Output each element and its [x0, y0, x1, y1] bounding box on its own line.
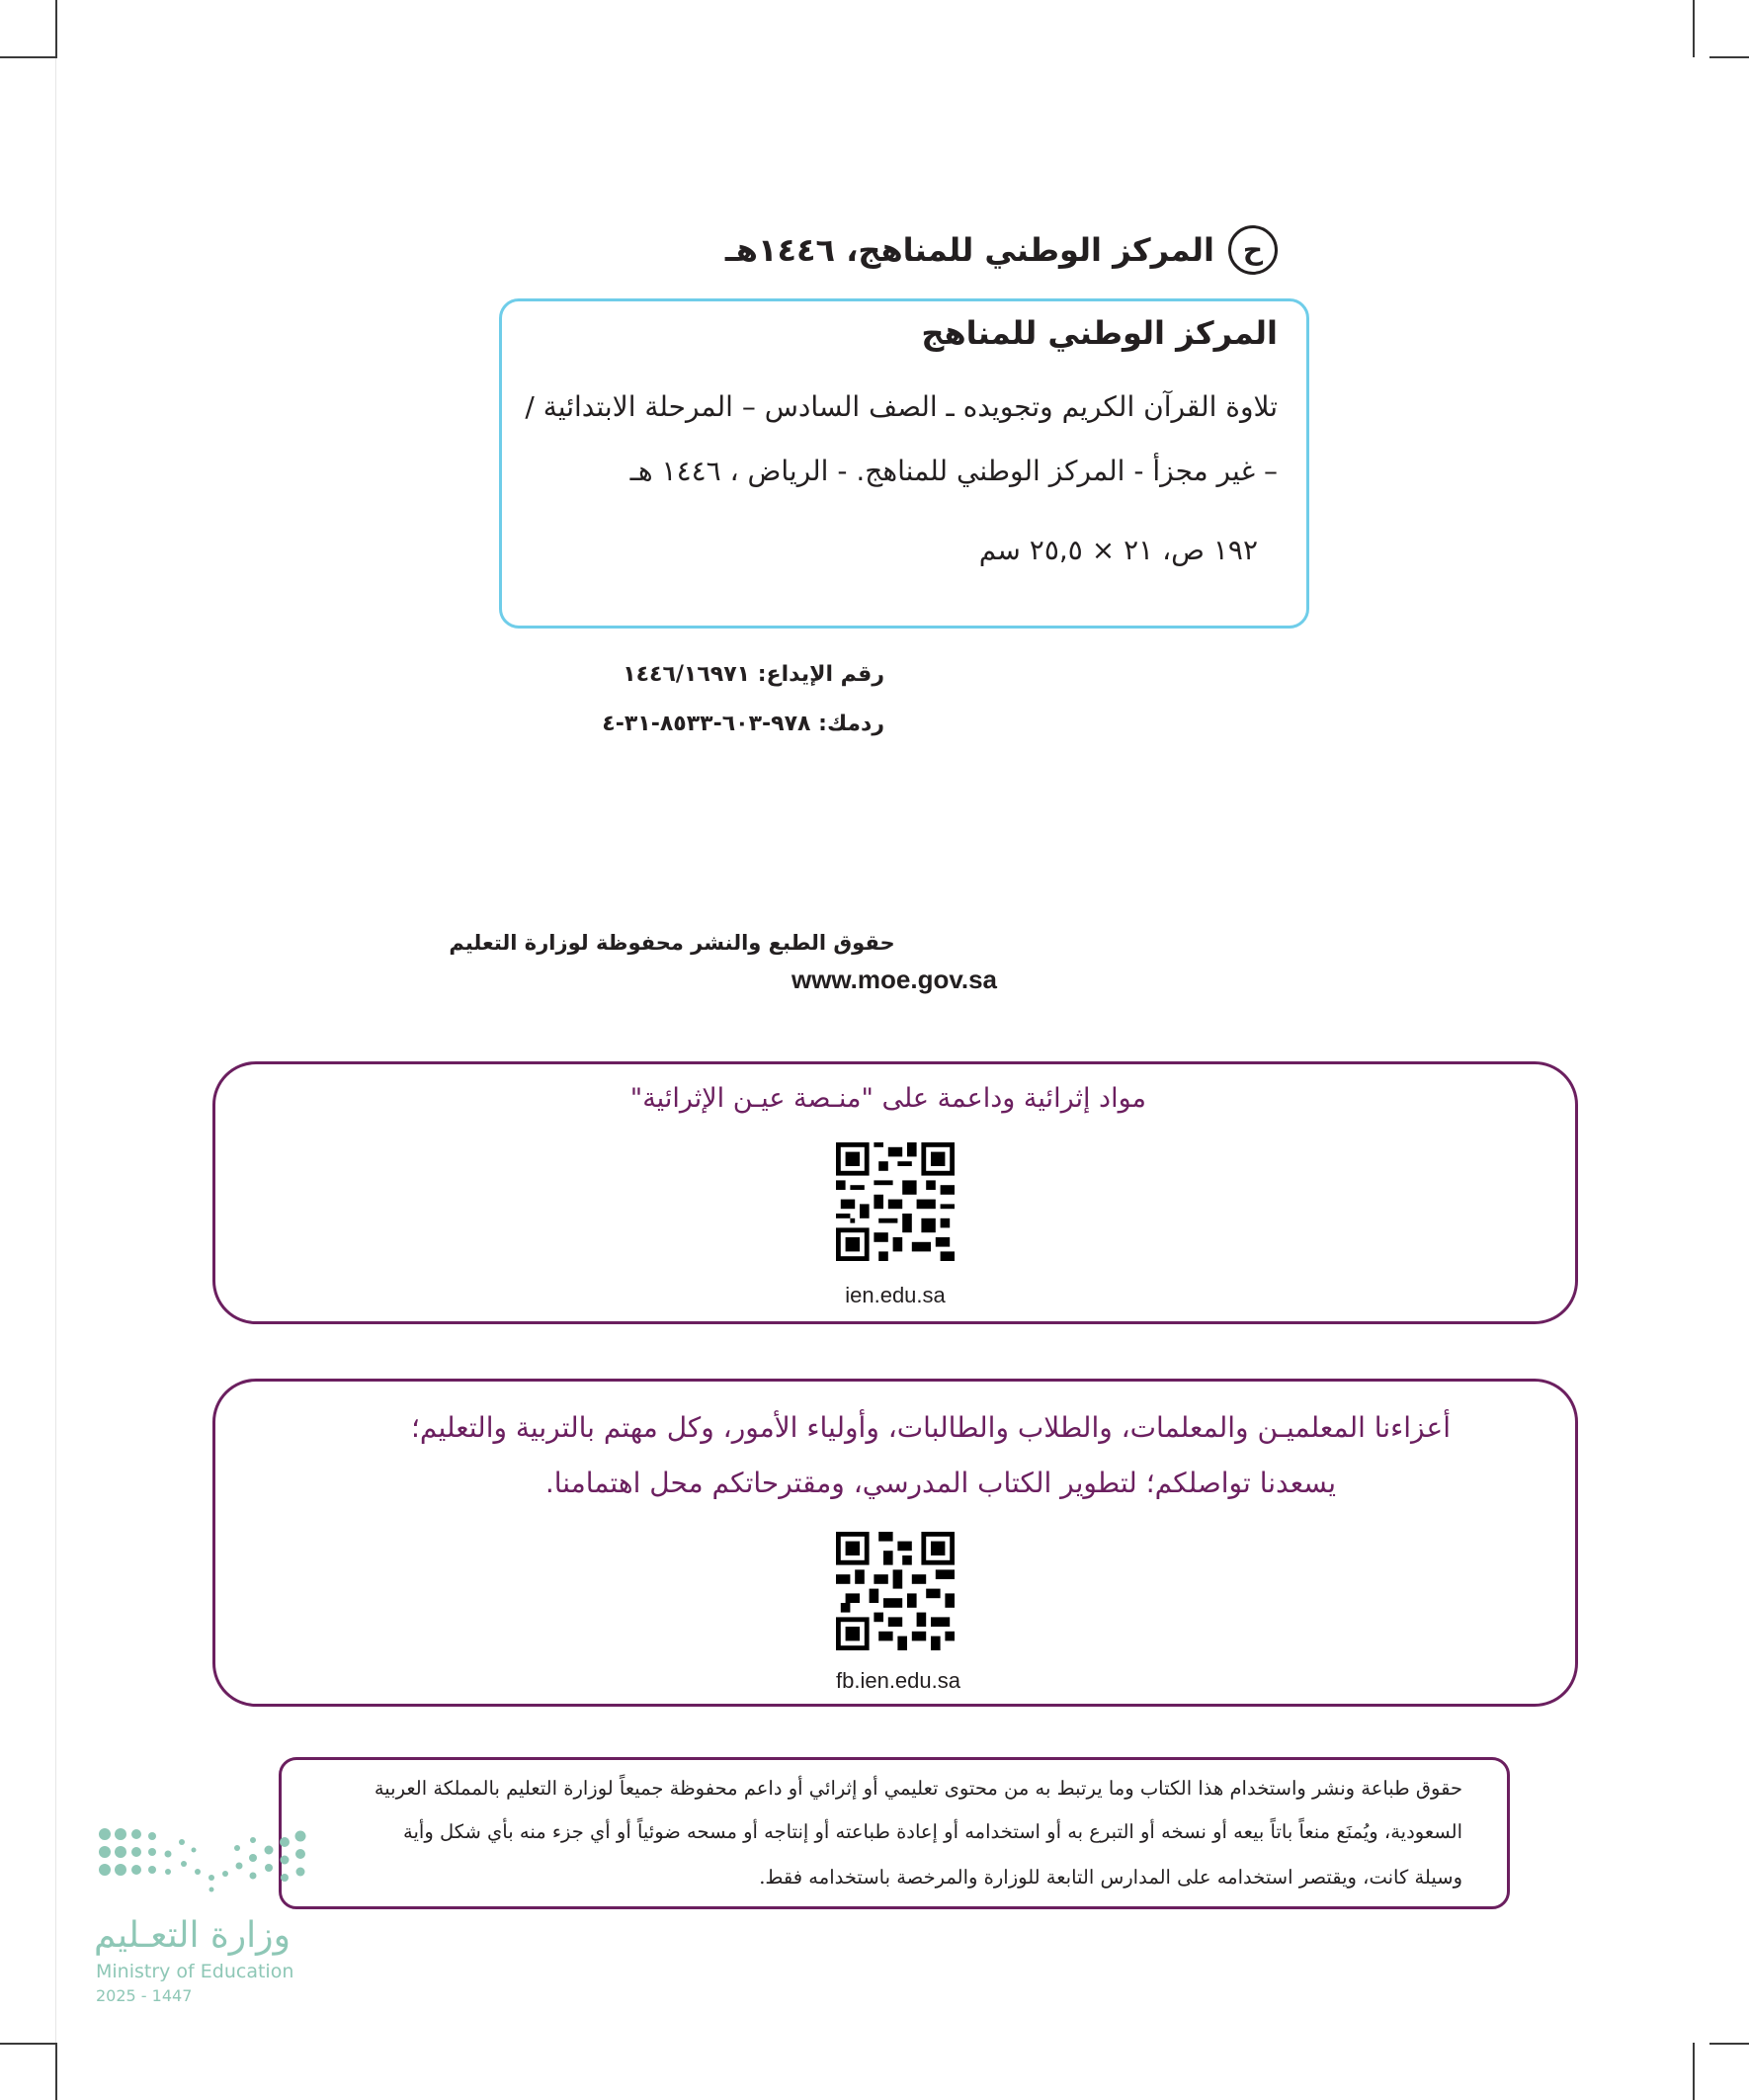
ien-qr-code[interactable] — [836, 1142, 955, 1261]
ien-title: مواد إثرائية وداعمة على "منـصة عيـن الإثرائية" — [629, 1083, 1146, 1114]
feedback-line-2: يسعدنا تواصلكم؛ لتطوير الكتاب المدرسي، ومقترحاتكم محل اهتمامنا. — [544, 1467, 1336, 1499]
moe-url[interactable]: www.moe.gov.sa — [791, 965, 998, 994]
feedback-line-1: أعزاءنا المعلميـن والمعلمات، والطلاب والطالبات، وأولياء الأمور، وكل مهتم بالتربية والتعليم؛ — [410, 1411, 1451, 1444]
crop-mark — [1693, 0, 1695, 57]
crop-mark — [0, 2043, 57, 2045]
rights-line: حقوق الطبع والنشر محفوظة لوزارة التعليم — [449, 931, 895, 955]
legal-line-1: حقوق طباعة ونشر واستخدام هذا الكتاب وما يرتبط به من محتوى تعليمي أو إثرائي أو داعم محفوظة جميعاً لوزارة التعليم بالمملكة العربية — [374, 1777, 1462, 1800]
page-edge — [55, 0, 56, 2100]
legal-line-3: وسيلة كانت، ويقتصر استخدامه على المدارس التابعة للوزارة والمرخصة باستخدامه فقط. — [759, 1866, 1462, 1889]
copyright-line — [725, 225, 1278, 275]
deposit-value: ١٤٤٦/١٦٩٧١ — [623, 662, 751, 687]
ien-url[interactable]: ien.edu.sa — [845, 1283, 946, 1307]
isbn-value: ٩٧٨-٦٠٣-٨٥٣٣-٣١-٤ — [602, 712, 811, 736]
isbn — [602, 712, 884, 736]
feedback-url[interactable]: fb.ien.edu.sa — [836, 1668, 960, 1693]
ministry-english-name: Ministry of Education — [96, 1961, 294, 1982]
copyright-text: المركز الوطني للمناهج، ١٤٤٦هـ — [724, 231, 1214, 269]
crop-mark — [1709, 56, 1749, 58]
ministry-logo-dots — [95, 1826, 312, 1895]
deposit-label: رقم الإيداع: — [757, 662, 884, 687]
crop-mark — [55, 0, 57, 57]
crop-mark — [55, 2043, 57, 2100]
ministry-year: 2025 - 1447 — [96, 1986, 193, 2005]
crop-mark — [0, 56, 57, 58]
crop-mark — [1693, 2043, 1695, 2100]
catalog-line-2: – غير مجزأ - المركز الوطني للمناهج. - الرياض ، ١٤٤٦ هـ — [629, 455, 1278, 487]
crop-mark — [1709, 2043, 1749, 2045]
isbn-label: ردمك: — [818, 712, 884, 736]
catalog-line-1: تلاوة القرآن الكريم وتجويده ـ الصف السادس – المرحلة الابتدائية / — [525, 390, 1278, 423]
copyright-symbol: ح — [1228, 225, 1278, 275]
deposit-number — [623, 662, 884, 687]
catalog-line-3: ١٩٢ ص، ٢١ × ٢٥,٥ سم — [978, 534, 1258, 566]
ministry-arabic-name: وزارة التعـليم — [94, 1915, 291, 1956]
feedback-qr-code[interactable] — [836, 1532, 955, 1650]
legal-line-2: السعودية، ويُمنَع منعاً باتاً بيعه أو نسخه أو التبرع به أو استخدامه أو إعادة طباعته أو إنتاجه أو مسحه ضوئياً أو أي جزء منه بأي شكل وأية — [403, 1820, 1462, 1843]
catalog-heading: المركز الوطني للمناهج — [921, 314, 1278, 352]
